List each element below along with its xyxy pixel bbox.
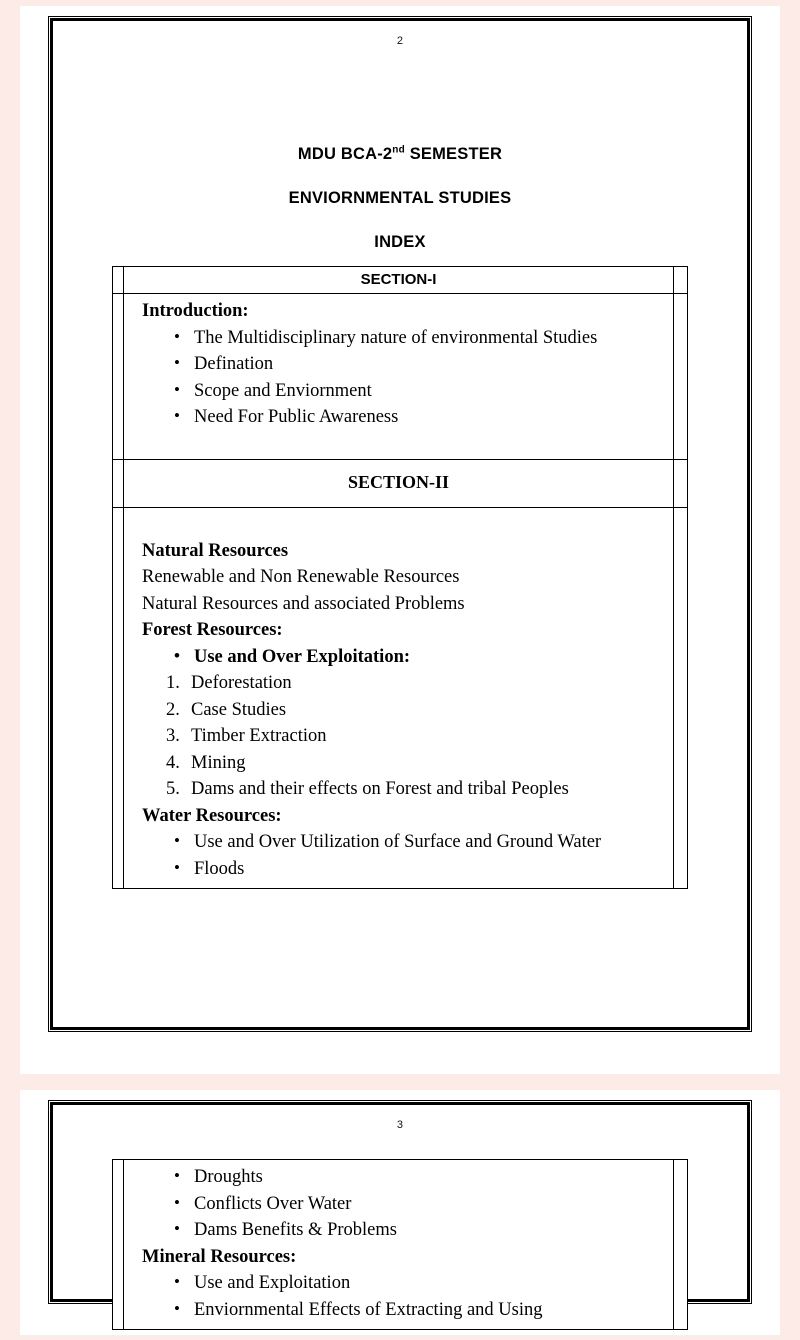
page-separator-gap bbox=[0, 1074, 800, 1090]
list-item: • Need For Public Awareness bbox=[172, 404, 667, 431]
gutter-cell-left bbox=[113, 267, 124, 294]
table-row bbox=[113, 267, 688, 294]
subheading-forest-resources: Forest Resources: bbox=[142, 620, 283, 640]
subheading-natural-resources: Natural Resources bbox=[142, 540, 289, 561]
index-table-continued bbox=[112, 1159, 688, 1330]
forest-resources-numbered-list bbox=[142, 670, 667, 803]
gutter-cell-right bbox=[674, 1160, 688, 1330]
gutter-cell-left bbox=[113, 1160, 124, 1330]
page-border-frame bbox=[50, 18, 750, 1030]
introduction-bullet-list bbox=[142, 325, 667, 431]
table-row bbox=[113, 459, 688, 507]
list-item: • Floods bbox=[172, 856, 667, 883]
text-renewable-resources: Renewable and Non Renewable Resources bbox=[142, 567, 460, 587]
section-1-content-cell bbox=[124, 294, 674, 460]
section-2-title: SECTION-II bbox=[347, 471, 450, 492]
list-item: • Use and Exploitation bbox=[172, 1270, 667, 1297]
title-course-semester bbox=[53, 145, 747, 164]
water-resources-bullet-list-continued bbox=[142, 1164, 667, 1244]
text-associated-problems: Natural Resources and associated Problems bbox=[142, 593, 465, 614]
section-1-title: SECTION-I bbox=[360, 271, 437, 288]
gutter-cell-right bbox=[674, 294, 688, 460]
forest-resources-bullet-list bbox=[142, 644, 667, 671]
cell-bottom-spacer bbox=[142, 431, 667, 453]
gutter-cell-left bbox=[113, 459, 124, 507]
list-item: Case Studies bbox=[191, 699, 287, 720]
section-2-content-cell bbox=[124, 507, 674, 889]
gutter-cell-left bbox=[113, 507, 124, 889]
document-page-3 bbox=[20, 1090, 780, 1335]
list-item: Dams and their effects on Forest and tribal Peoples bbox=[191, 779, 569, 799]
list-item: • The Multidisciplinary nature of environmental Studies bbox=[172, 325, 667, 352]
gutter-cell-right bbox=[674, 267, 688, 294]
list-item: • Scope and Enviornment bbox=[172, 378, 667, 405]
subheading-mineral-resources: Mineral Resources: bbox=[142, 1246, 297, 1267]
subheading-introduction: Introduction: bbox=[142, 301, 249, 321]
list-item: Deforestation bbox=[191, 673, 292, 693]
page-border-frame bbox=[50, 1102, 750, 1320]
title-course-prefix: MDU BCA-2 bbox=[297, 145, 393, 163]
gutter-cell-left bbox=[113, 294, 124, 460]
mineral-resources-bullet-list bbox=[142, 1270, 667, 1323]
title-index: INDEX bbox=[374, 233, 426, 251]
index-table bbox=[112, 266, 688, 889]
list-item: Mining bbox=[191, 752, 246, 773]
cell-top-spacer bbox=[142, 512, 667, 538]
title-subject: ENVIORNMENTAL STUDIES bbox=[288, 189, 512, 207]
list-item: • Conflicts Over Water bbox=[172, 1191, 667, 1218]
title-course-suffix: SEMESTER bbox=[404, 145, 503, 163]
gutter-cell-right bbox=[674, 459, 688, 507]
title-ordinal-superscript: nd bbox=[392, 144, 405, 156]
list-item: • Dams Benefits & Problems bbox=[172, 1217, 667, 1244]
list-item: • Enviornmental Effects of Extracting and Using bbox=[172, 1297, 667, 1324]
document-page-2 bbox=[20, 6, 780, 1074]
table-row bbox=[113, 507, 688, 889]
page-number-folio: 3 bbox=[396, 1119, 404, 1131]
list-item: • Defination bbox=[172, 351, 667, 378]
water-resources-bullet-list bbox=[142, 829, 667, 882]
subheading-water-resources: Water Resources: bbox=[142, 805, 282, 826]
section-banner-cell-2 bbox=[124, 459, 674, 507]
list-item: Timber Extraction bbox=[191, 726, 327, 746]
table-row bbox=[113, 294, 688, 460]
list-item: • Droughts bbox=[172, 1164, 667, 1191]
page-number-folio: 2 bbox=[396, 35, 404, 47]
gutter-cell-right bbox=[674, 507, 688, 889]
table-row bbox=[113, 1160, 688, 1330]
list-item: • Use and Over Exploitation: bbox=[172, 644, 667, 671]
list-item: • Use and Over Utilization of Surface and Ground Water bbox=[172, 829, 667, 856]
section-banner-cell-1 bbox=[124, 267, 674, 294]
section-2-continued-cell bbox=[124, 1160, 674, 1330]
